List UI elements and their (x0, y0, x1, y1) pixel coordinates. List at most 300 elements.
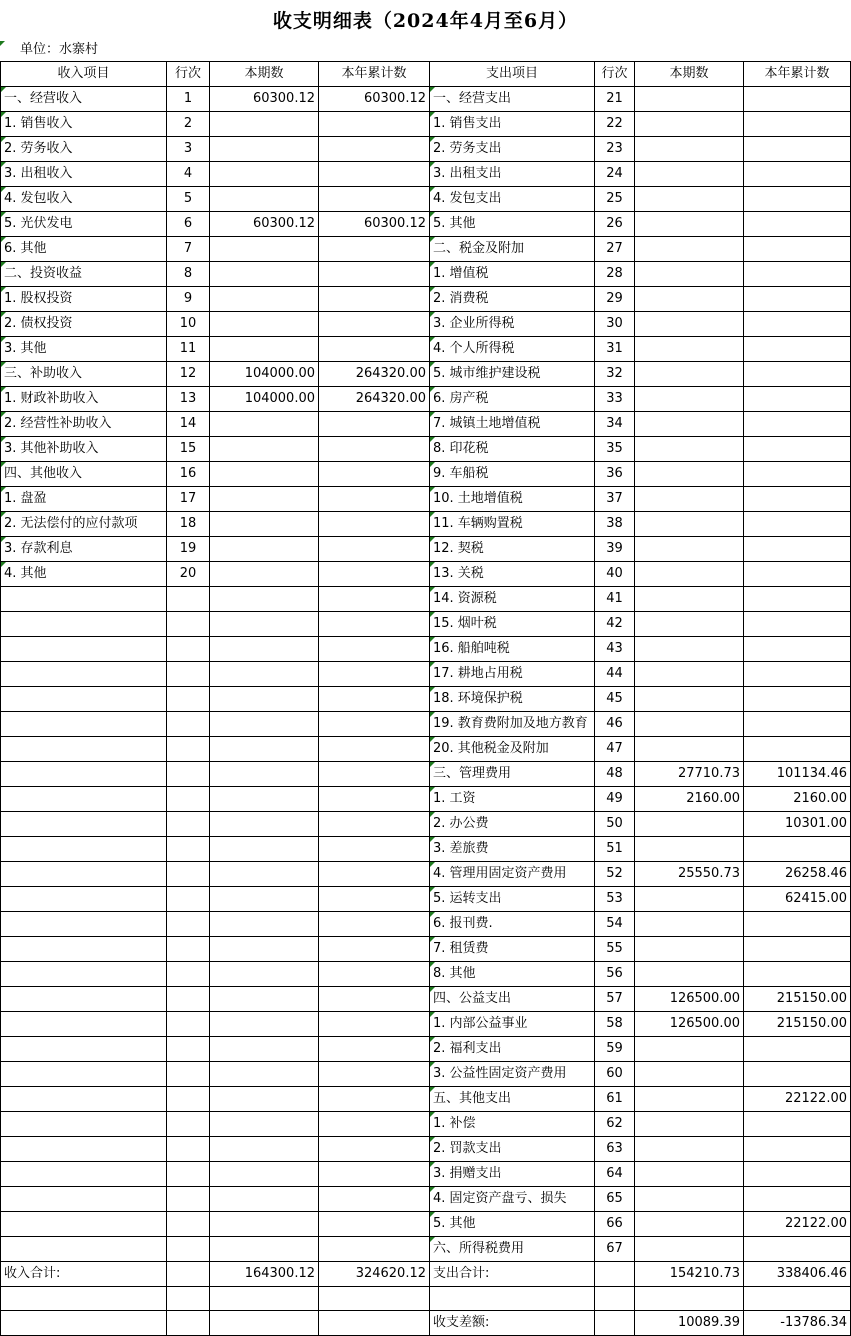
income-current-cell (210, 1237, 319, 1262)
income-line-no-cell (167, 612, 210, 637)
income-ytd-cell (319, 712, 430, 737)
expense-current-cell (635, 912, 744, 937)
expense-current-cell (635, 162, 744, 187)
expense-line-no-cell: 34 (595, 412, 635, 437)
expense-line-no-cell: 28 (595, 262, 635, 287)
header-expense-item: 支出项目 (430, 62, 595, 87)
expense-ytd-cell (744, 1037, 851, 1062)
expense-line-no-cell: 55 (595, 937, 635, 962)
expense-line-no-cell: 47 (595, 737, 635, 762)
income-item-cell (1, 1112, 167, 1137)
table-row (1, 537, 851, 562)
income-line-no-cell (167, 662, 210, 687)
expense-current-cell (635, 937, 744, 962)
income-line-no-cell (167, 587, 210, 612)
income-item-cell (1, 762, 167, 787)
table-row (1, 562, 851, 587)
expense-total-ytd: 338406.46 (744, 1262, 851, 1287)
income-current-cell (210, 637, 319, 662)
income-current-cell (210, 612, 319, 637)
expense-ytd-cell (744, 837, 851, 862)
income-ytd-cell (319, 537, 430, 562)
income-ytd-cell (319, 1212, 430, 1237)
table-row (1, 687, 851, 712)
expense-line-no-cell: 57 (595, 987, 635, 1012)
expense-item-cell: 1. 补偿 (430, 1112, 595, 1137)
expense-current-cell (635, 187, 744, 212)
expense-line-no-cell: 62 (595, 1112, 635, 1137)
income-ytd-cell (319, 1112, 430, 1137)
blank-cell (635, 1287, 744, 1311)
income-line-no-cell (167, 737, 210, 762)
expense-current-cell (635, 287, 744, 312)
income-ytd-cell (319, 762, 430, 787)
expense-current-cell (635, 1062, 744, 1087)
expense-current-cell (635, 687, 744, 712)
income-line-no-cell (167, 762, 210, 787)
income-line-no-cell (167, 837, 210, 862)
expense-line-no-cell: 50 (595, 812, 635, 837)
expense-ytd-cell (744, 537, 851, 562)
expense-item-cell: 17. 耕地占用税 (430, 662, 595, 687)
table-row (1, 587, 851, 612)
expense-line-no-cell: 27 (595, 237, 635, 262)
expense-item-cell: 11. 车辆购置税 (430, 512, 595, 537)
expense-total-current: 154210.73 (635, 1262, 744, 1287)
expense-line-no-cell: 41 (595, 587, 635, 612)
expense-line-no-cell: 36 (595, 462, 635, 487)
income-ytd-cell (319, 1187, 430, 1212)
income-line-no-cell: 7 (167, 237, 210, 262)
expense-item-cell: 3. 企业所得税 (430, 312, 595, 337)
income-item-cell (1, 787, 167, 812)
table-row (1, 187, 851, 212)
blank-cell (167, 1311, 210, 1336)
expense-line-no-cell: 52 (595, 862, 635, 887)
income-current-cell (210, 187, 319, 212)
income-item-cell: 一、经营收入 (1, 87, 167, 112)
expense-ytd-cell (744, 487, 851, 512)
income-current-cell (210, 887, 319, 912)
table-row (1, 1212, 851, 1237)
income-line-no-cell: 3 (167, 137, 210, 162)
income-total-ytd: 324620.12 (319, 1262, 430, 1287)
expense-line-no-cell: 51 (595, 837, 635, 862)
expense-item-cell: 六、所得税费用 (430, 1237, 595, 1262)
expense-item-cell: 五、其他支出 (430, 1087, 595, 1112)
table-row (1, 212, 851, 237)
income-line-no-cell (167, 1012, 210, 1037)
expense-line-no-cell: 64 (595, 1162, 635, 1187)
expense-line-no-cell: 40 (595, 562, 635, 587)
income-current-cell (210, 712, 319, 737)
income-current-cell (210, 137, 319, 162)
income-current-cell (210, 737, 319, 762)
expense-line-no-cell: 58 (595, 1012, 635, 1037)
income-line-no-cell (167, 1212, 210, 1237)
income-ytd-cell (319, 637, 430, 662)
income-current-cell (210, 487, 319, 512)
table-row (1, 1062, 851, 1087)
blank-cell (210, 1311, 319, 1336)
expense-ytd-cell: 22122.00 (744, 1087, 851, 1112)
expense-total-line-no (595, 1262, 635, 1287)
income-current-cell (210, 937, 319, 962)
income-current-cell (210, 587, 319, 612)
expense-current-cell (635, 737, 744, 762)
blank-cell (319, 1287, 430, 1311)
expense-item-cell: 一、经营支出 (430, 87, 595, 112)
expense-item-cell: 8. 其他 (430, 962, 595, 987)
income-item-cell (1, 1187, 167, 1212)
income-line-no-cell: 20 (167, 562, 210, 587)
expense-line-no-cell: 37 (595, 487, 635, 512)
expense-current-cell (635, 112, 744, 137)
income-line-no-cell (167, 1037, 210, 1062)
expense-current-cell (635, 1212, 744, 1237)
expense-line-no-cell: 48 (595, 762, 635, 787)
expense-item-cell: 18. 环境保护税 (430, 687, 595, 712)
income-ytd-cell (319, 587, 430, 612)
expense-current-cell (635, 512, 744, 537)
header-current-period: 本期数 (210, 62, 319, 87)
expense-ytd-cell (744, 112, 851, 137)
table-row (1, 162, 851, 187)
expense-line-no-cell: 31 (595, 337, 635, 362)
table-row (1, 137, 851, 162)
expense-item-cell: 8. 印花税 (430, 437, 595, 462)
income-item-cell (1, 987, 167, 1012)
income-item-cell: 1. 股权投资 (1, 287, 167, 312)
blank-cell (430, 1287, 595, 1311)
income-total-current: 164300.12 (210, 1262, 319, 1287)
income-current-cell (210, 537, 319, 562)
income-item-cell: 4. 发包收入 (1, 187, 167, 212)
income-current-cell (210, 412, 319, 437)
expense-ytd-cell (744, 362, 851, 387)
header-year-to-date: 本年累计数 (319, 62, 430, 87)
expense-ytd-cell: 2160.00 (744, 787, 851, 812)
expense-ytd-cell (744, 637, 851, 662)
income-ytd-cell (319, 187, 430, 212)
expense-ytd-cell: 101134.46 (744, 762, 851, 787)
table-row (1, 387, 851, 412)
income-item-cell (1, 662, 167, 687)
expense-current-cell (635, 612, 744, 637)
income-item-cell: 4. 其他 (1, 562, 167, 587)
income-ytd-cell (319, 162, 430, 187)
income-item-cell: 3. 存款利息 (1, 537, 167, 562)
income-ytd-cell (319, 887, 430, 912)
income-current-cell (210, 237, 319, 262)
expense-item-cell: 3. 出租支出 (430, 162, 595, 187)
income-current-cell (210, 662, 319, 687)
expense-ytd-cell (744, 962, 851, 987)
income-line-no-cell: 6 (167, 212, 210, 237)
table-row (1, 912, 851, 937)
expense-ytd-cell (744, 612, 851, 637)
expense-ytd-cell (744, 312, 851, 337)
table-row (1, 962, 851, 987)
income-ytd-cell (319, 412, 430, 437)
income-ytd-cell (319, 1062, 430, 1087)
income-ytd-cell (319, 912, 430, 937)
income-item-cell: 三、补助收入 (1, 362, 167, 387)
expense-current-cell (635, 337, 744, 362)
income-current-cell: 104000.00 (210, 362, 319, 387)
expense-item-cell: 4. 固定资产盘亏、损失 (430, 1187, 595, 1212)
expense-line-no-cell: 43 (595, 637, 635, 662)
expense-ytd-cell (744, 512, 851, 537)
income-line-no-cell: 13 (167, 387, 210, 412)
income-current-cell (210, 1212, 319, 1237)
expense-ytd-cell (744, 162, 851, 187)
expense-line-no-cell: 61 (595, 1087, 635, 1112)
table-row (1, 887, 851, 912)
income-item-cell: 5. 光伏发电 (1, 212, 167, 237)
income-item-cell (1, 612, 167, 637)
expense-current-cell (635, 437, 744, 462)
expense-current-cell (635, 1037, 744, 1062)
expense-line-no-cell: 33 (595, 387, 635, 412)
income-current-cell (210, 962, 319, 987)
table-row (1, 762, 851, 787)
expense-current-cell: 27710.73 (635, 762, 744, 787)
expense-current-cell (635, 1137, 744, 1162)
income-current-cell (210, 287, 319, 312)
table-row (1, 412, 851, 437)
table-row (1, 1162, 851, 1187)
expense-ytd-cell (744, 1187, 851, 1212)
expense-line-no-cell: 45 (595, 687, 635, 712)
income-ytd-cell (319, 787, 430, 812)
difference-row (1, 1311, 851, 1336)
income-ytd-cell (319, 462, 430, 487)
income-item-cell (1, 912, 167, 937)
difference-line-no (595, 1311, 635, 1336)
expense-ytd-cell (744, 912, 851, 937)
expense-ytd-cell (744, 262, 851, 287)
table-row (1, 337, 851, 362)
income-item-cell (1, 1237, 167, 1262)
income-ytd-cell (319, 137, 430, 162)
income-item-cell (1, 812, 167, 837)
blank-cell (744, 1287, 851, 1311)
income-line-no-cell (167, 1137, 210, 1162)
expense-ytd-cell: 22122.00 (744, 1212, 851, 1237)
income-ytd-cell (319, 837, 430, 862)
header-line-no: 行次 (167, 62, 210, 87)
expense-current-cell: 25550.73 (635, 862, 744, 887)
income-ytd-cell (319, 962, 430, 987)
expense-ytd-cell (744, 187, 851, 212)
expense-item-cell: 4. 发包支出 (430, 187, 595, 212)
table-row (1, 712, 851, 737)
expense-current-cell (635, 587, 744, 612)
income-item-cell (1, 737, 167, 762)
income-current-cell (210, 837, 319, 862)
expense-line-no-cell: 24 (595, 162, 635, 187)
expense-ytd-cell (744, 687, 851, 712)
income-item-cell (1, 837, 167, 862)
difference-label: 收支差额: (430, 1311, 595, 1336)
expense-line-no-cell: 23 (595, 137, 635, 162)
income-line-no-cell: 14 (167, 412, 210, 437)
income-line-no-cell: 18 (167, 512, 210, 537)
expense-item-cell: 2. 消费税 (430, 287, 595, 312)
expense-ytd-cell (744, 237, 851, 262)
income-current-cell (210, 1162, 319, 1187)
income-line-no-cell (167, 912, 210, 937)
table-row (1, 362, 851, 387)
expense-item-cell: 7. 城镇土地增值税 (430, 412, 595, 437)
expense-line-no-cell: 66 (595, 1212, 635, 1237)
income-line-no-cell: 4 (167, 162, 210, 187)
table-row (1, 462, 851, 487)
expense-line-no-cell: 26 (595, 212, 635, 237)
expense-ytd-cell (744, 437, 851, 462)
income-line-no-cell: 1 (167, 87, 210, 112)
expense-current-cell: 126500.00 (635, 1012, 744, 1037)
table-row (1, 862, 851, 887)
income-ytd-cell (319, 512, 430, 537)
income-line-no-cell (167, 687, 210, 712)
expense-line-no-cell: 59 (595, 1037, 635, 1062)
expense-line-no-cell: 53 (595, 887, 635, 912)
expense-current-cell (635, 412, 744, 437)
income-ytd-cell (319, 437, 430, 462)
income-ytd-cell (319, 562, 430, 587)
expense-ytd-cell (744, 137, 851, 162)
income-item-cell (1, 1212, 167, 1237)
expense-current-cell (635, 1087, 744, 1112)
expense-item-cell: 6. 房产税 (430, 387, 595, 412)
expense-line-no-cell: 60 (595, 1062, 635, 1087)
expense-current-cell (635, 262, 744, 287)
expense-item-cell: 5. 其他 (430, 1212, 595, 1237)
income-current-cell (210, 1137, 319, 1162)
income-current-cell (210, 337, 319, 362)
income-expense-table (0, 61, 851, 1336)
income-ytd-cell (319, 737, 430, 762)
income-item-cell: 四、其他收入 (1, 462, 167, 487)
blank-cell (595, 1287, 635, 1311)
table-row (1, 612, 851, 637)
expense-line-no-cell: 63 (595, 1137, 635, 1162)
difference-ytd: -13786.34 (744, 1311, 851, 1336)
income-current-cell (210, 787, 319, 812)
income-line-no-cell: 2 (167, 112, 210, 137)
cell-marker (0, 41, 5, 46)
income-line-no-cell (167, 1112, 210, 1137)
expense-line-no-cell: 65 (595, 1187, 635, 1212)
income-current-cell (210, 312, 319, 337)
income-ytd-cell: 264320.00 (319, 362, 430, 387)
expense-current-cell: 2160.00 (635, 787, 744, 812)
table-row (1, 1137, 851, 1162)
income-item-cell: 3. 出租收入 (1, 162, 167, 187)
income-current-cell (210, 762, 319, 787)
income-item-cell: 2. 经营性补助收入 (1, 412, 167, 437)
expense-ytd-cell (744, 412, 851, 437)
table-row (1, 1187, 851, 1212)
expense-item-cell: 4. 个人所得税 (430, 337, 595, 362)
table-row (1, 637, 851, 662)
income-item-cell (1, 962, 167, 987)
expense-item-cell: 3. 公益性固定资产费用 (430, 1062, 595, 1087)
income-line-no-cell (167, 937, 210, 962)
income-ytd-cell: 60300.12 (319, 87, 430, 112)
expense-current-cell (635, 212, 744, 237)
blank-cell (210, 1287, 319, 1311)
expense-line-no-cell: 25 (595, 187, 635, 212)
header-current-period: 本期数 (635, 62, 744, 87)
expense-ytd-cell (744, 212, 851, 237)
expense-item-cell: 12. 契税 (430, 537, 595, 562)
expense-ytd-cell (744, 287, 851, 312)
header-line-no: 行次 (595, 62, 635, 87)
expense-item-cell: 1. 工资 (430, 787, 595, 812)
income-current-cell (210, 812, 319, 837)
income-item-cell: 二、投资收益 (1, 262, 167, 287)
income-current-cell (210, 1187, 319, 1212)
income-item-cell (1, 1062, 167, 1087)
income-current-cell: 60300.12 (210, 212, 319, 237)
table-row (1, 87, 851, 112)
table-row (1, 812, 851, 837)
income-line-no-cell (167, 787, 210, 812)
expense-current-cell (635, 487, 744, 512)
expense-total-label: 支出合计: (430, 1262, 595, 1287)
income-current-cell (210, 1087, 319, 1112)
income-ytd-cell (319, 1012, 430, 1037)
expense-ytd-cell (744, 387, 851, 412)
header-income-item: 收入项目 (1, 62, 167, 87)
expense-item-cell: 7. 租赁费 (430, 937, 595, 962)
expense-current-cell (635, 1112, 744, 1137)
income-item-cell (1, 862, 167, 887)
income-item-cell (1, 637, 167, 662)
expense-ytd-cell: 215150.00 (744, 987, 851, 1012)
expense-ytd-cell (744, 1062, 851, 1087)
expense-line-no-cell: 56 (595, 962, 635, 987)
expense-item-cell: 15. 烟叶税 (430, 612, 595, 637)
income-item-cell (1, 587, 167, 612)
expense-item-cell: 4. 管理用固定资产费用 (430, 862, 595, 887)
income-total-line-no (167, 1262, 210, 1287)
income-current-cell (210, 162, 319, 187)
income-line-no-cell (167, 1087, 210, 1112)
expense-item-cell: 1. 销售支出 (430, 112, 595, 137)
income-ytd-cell (319, 687, 430, 712)
income-ytd-cell (319, 487, 430, 512)
income-ytd-cell: 60300.12 (319, 212, 430, 237)
expense-ytd-cell (744, 562, 851, 587)
income-line-no-cell (167, 812, 210, 837)
expense-ytd-cell (744, 587, 851, 612)
income-item-cell: 3. 其他补助收入 (1, 437, 167, 462)
expense-ytd-cell (744, 1237, 851, 1262)
expense-current-cell (635, 562, 744, 587)
expense-line-no-cell: 39 (595, 537, 635, 562)
table-row (1, 1037, 851, 1062)
expense-current-cell (635, 712, 744, 737)
income-line-no-cell (167, 1237, 210, 1262)
income-item-cell: 2. 债权投资 (1, 312, 167, 337)
expense-ytd-cell: 215150.00 (744, 1012, 851, 1037)
expense-current-cell: 126500.00 (635, 987, 744, 1012)
expense-item-cell: 14. 资源税 (430, 587, 595, 612)
